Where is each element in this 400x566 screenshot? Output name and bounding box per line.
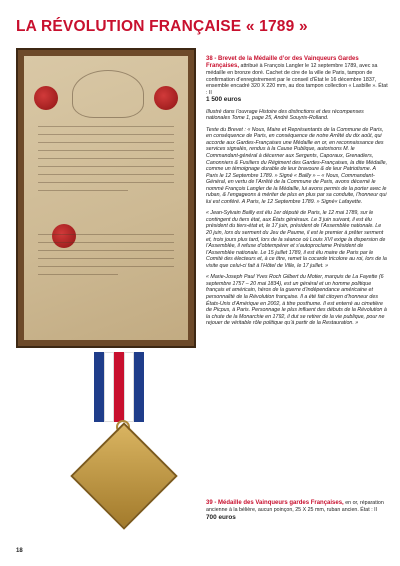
lot-38-description: attribué à François Langler le 12 septembre 1789, avec sa médaille en bronze doré. Cachet de cire de la ville de Paris, tampon de confirmation d’enregistrement par le conseil d’État le 16 décembre 1837, ensemble encadré 320 X 220 mm, au dos tampon collection « Lasbille ». État : II: [206, 63, 388, 96]
coat-of-arms-emblem: [72, 70, 144, 118]
lot-39-block: [206, 500, 388, 521]
wax-seal-left: [34, 86, 58, 110]
medal-body: [70, 422, 177, 529]
lot-38-column: [206, 56, 388, 327]
wax-seal-bottom: [52, 224, 76, 248]
framed-brevet-image: [16, 48, 196, 348]
parchment-document: [24, 56, 188, 340]
lot-39-description: en or, réparation ancienne à la bélière, aucun poinçon, 25 X 25 mm, ruban ancien. État : II: [206, 500, 384, 513]
lot-38-illustration-note: Illustré dans l’ouvrage Histoire des distinctions et des récompenses nationales Tome 1, page 25, André Souyris-Rolland.: [206, 108, 364, 122]
medal-image: [64, 352, 184, 532]
lot-38-bailly-note: « Jean-Sylvain Bailly est élu 1er député de Paris, le 12 mai 1789, sur le contingent du tiers état, aux États généraux. Le 3 juin suivant, il est élu président du tiers-état et, le 17 juin, président de l’Assemblée nationale. Le 20 juin, lors du serment du Jeu de Paume, il est le premier à prêter serment et, trois jours plus tard, lors de la séance où Louis XVI exige la dispersion de l’Assemblée, il refuse d’obtempérer et s’autoproclame Président de l’Assemblée nationale. Le 15 juillet 1789, il est élu maire de Paris par le Comité des électeurs et, à ce titre, remet la cocarde tricolore au roi, lors de la visite que celui-ci fait à l’Hôtel de Ville, le 17 juillet. »: [206, 210, 387, 269]
lot-39-title: 39 - Médaille des Vainqueurs gardes Françaises,: [206, 500, 344, 506]
lot-38-price: 1 500 euros: [206, 96, 242, 104]
page-title: LA RÉVOLUTION FRANÇAISE « 1789 »: [16, 18, 308, 35]
lot-38-brevet-text: Texte du Brevet : « Nous, Maire et Représentants de la Commune de Paris, en conséquence de Paris, en conséquence de notre Arrêté du dix août, qui accorde aux Gardes-Françaises une Médaille en or, en reconnaissance des services signalés, rendus à la Cause Publique, autorisons M. le Commandant-général à décerner aux Sergents, Caporaux, Grenadiers, Canonniers & Fusiliers du Régiment des Gardes-Françaises, la dite Médaille, comme un témoignage durable de leur bravoure & de leur Patriotisme. A Paris le 12 Septembre 1789. » Signé « Bailly » – « Nous, Commandant-Général, en vertu de l’Arrêté de la Commune de Paris, avons décerné le nommé François Langler de la Médaille, lui avons permis de la porter avec le ruban, & l’engageons à mériter de plus en plus par sa conduite, l’honneur qui lui est conféré. A Paris, le 12 Septembre 1789. » Signé« Lafayette.: [206, 126, 388, 205]
page-number: 18: [16, 548, 23, 554]
wax-seal-right: [154, 86, 178, 110]
lot-38-title: 38 - Brevet de la Médaille d’or des Vainqueurs Gardes Françaises,: [206, 56, 359, 69]
lot-39-price: 700 euros: [206, 513, 236, 521]
lot-38-lafayette-note: « Marie-Joseph Paul Yves Roch Gilbert du Motier, marquis de La Fayette (6 septembre 1757 – 20 mai 1834), est un général et un homme politique français et américain, héros de la guerre d’indépendance américaine et personnalité de la Révolution française. Il a été fait citoyen d’honneur des États-Unis d’Amérique en 2002, à titre posthume. Il est enterré au cimetière de Picpus, à Paris. Personnage le plus influent des débuts de la Révolution à la chute de la Monarchie en 1792, il dut se retirer de la vie publique, pour ne rejouer de véritable rôle politique qu’à partir de la Restauration. »: [206, 274, 387, 327]
